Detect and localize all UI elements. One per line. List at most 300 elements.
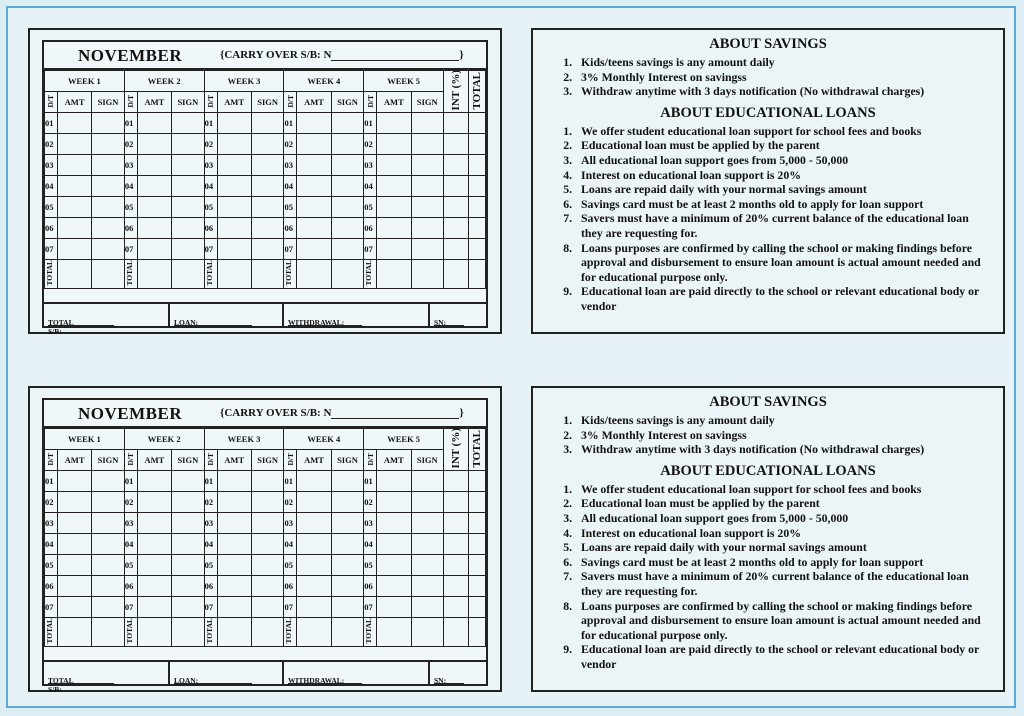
- amount-cell[interactable]: [377, 534, 411, 555]
- sign-cell[interactable]: [331, 555, 364, 576]
- week-total-label-cell: [124, 618, 137, 647]
- sign-cell[interactable]: [411, 239, 444, 260]
- sign-cell[interactable]: [331, 113, 364, 134]
- sign-cell[interactable]: [251, 197, 284, 218]
- sign-cell[interactable]: [331, 471, 364, 492]
- amount-cell[interactable]: [377, 576, 411, 597]
- amount-cell[interactable]: [217, 155, 251, 176]
- amount-cell[interactable]: [217, 513, 251, 534]
- day-number: 01: [284, 113, 297, 134]
- sign-cell[interactable]: [92, 155, 125, 176]
- day-number: 07: [204, 239, 217, 260]
- total-cell[interactable]: [469, 176, 486, 197]
- amount-cell[interactable]: [377, 597, 411, 618]
- day-number: 05: [124, 555, 137, 576]
- savings-item: 3. Withdraw anytime with 3 days notification (No withdrawal charges): [575, 84, 993, 99]
- int-total[interactable]: [444, 260, 469, 289]
- loan-item: 7. Savers must have a minimum of 20% current balance of the educational loan they are requesting for.: [575, 211, 993, 240]
- card-title-row: [44, 42, 486, 70]
- week-total-amount[interactable]: [137, 260, 171, 289]
- int-cell[interactable]: [444, 239, 469, 260]
- amount-cell[interactable]: [217, 197, 251, 218]
- sign-cell[interactable]: [331, 197, 364, 218]
- sign-cell[interactable]: [411, 218, 444, 239]
- total-cell[interactable]: [469, 555, 486, 576]
- day-number: 01: [204, 471, 217, 492]
- sign-cell[interactable]: [251, 239, 284, 260]
- amount-cell[interactable]: [217, 239, 251, 260]
- sign-cell[interactable]: [92, 176, 125, 197]
- week-total-amount[interactable]: [137, 618, 171, 647]
- day-row: [45, 113, 486, 134]
- int-label: INT (%): [450, 70, 463, 111]
- day-row: [45, 155, 486, 176]
- loan-item: 4. Interest on educational loan support is 20%: [575, 526, 993, 541]
- dt-header: [284, 92, 297, 113]
- amt-header: AMT: [137, 450, 171, 471]
- week-total-amount[interactable]: [57, 618, 91, 647]
- sign-cell[interactable]: [92, 597, 125, 618]
- sign-cell[interactable]: [411, 513, 444, 534]
- sign-cell[interactable]: [172, 239, 205, 260]
- sign-cell[interactable]: [411, 176, 444, 197]
- carry-over-label: {CARRY OVER S/B: N }: [220, 49, 464, 61]
- total-cell[interactable]: [469, 534, 486, 555]
- savings-heading: ABOUT SAVINGS: [709, 36, 827, 52]
- sign-cell[interactable]: [251, 513, 284, 534]
- amount-cell[interactable]: [57, 155, 91, 176]
- day-number: 06: [124, 218, 137, 239]
- week-total-sign[interactable]: [92, 260, 125, 289]
- dt-header: [45, 450, 58, 471]
- sign-cell[interactable]: [411, 113, 444, 134]
- week-header: WEEK 4: [284, 429, 364, 450]
- amt-header: AMT: [297, 92, 331, 113]
- sign-cell[interactable]: [411, 134, 444, 155]
- loan-item: 6. Savings card must be at least 2 months old to apply for loan support: [575, 555, 993, 570]
- total-cell[interactable]: [469, 113, 486, 134]
- grand-total[interactable]: [469, 260, 486, 289]
- int-cell[interactable]: [444, 176, 469, 197]
- week-total-amount[interactable]: [57, 260, 91, 289]
- total-cell[interactable]: [469, 492, 486, 513]
- total-cell[interactable]: [469, 155, 486, 176]
- week-total-sign[interactable]: [251, 618, 284, 647]
- day-number: 06: [45, 576, 58, 597]
- amount-cell[interactable]: [137, 197, 171, 218]
- loan-item: 8. Loans purposes are confirmed by calling the school or making findings before approval and disbursement to ensure loan amount is actual amount needed and for educational purpose only.: [575, 599, 993, 643]
- amount-cell[interactable]: [377, 155, 411, 176]
- sign-cell[interactable]: [92, 513, 125, 534]
- sign-cell[interactable]: [331, 155, 364, 176]
- amount-cell[interactable]: [57, 597, 91, 618]
- amount-cell[interactable]: [57, 492, 91, 513]
- sign-cell[interactable]: [331, 576, 364, 597]
- amount-cell[interactable]: [57, 555, 91, 576]
- week-total-amount[interactable]: [377, 618, 411, 647]
- day-row: [45, 597, 486, 618]
- loan-item: 5. Loans are repaid daily with your normal savings amount: [575, 540, 993, 555]
- int-cell[interactable]: [444, 555, 469, 576]
- day-number: 01: [204, 113, 217, 134]
- total-cell[interactable]: [469, 513, 486, 534]
- sign-cell[interactable]: [92, 555, 125, 576]
- sign-cell[interactable]: [172, 513, 205, 534]
- amount-cell[interactable]: [217, 534, 251, 555]
- amount-cell[interactable]: [377, 176, 411, 197]
- amount-cell[interactable]: [217, 597, 251, 618]
- day-number: 04: [204, 534, 217, 555]
- amount-cell[interactable]: [377, 471, 411, 492]
- sign-cell[interactable]: [251, 176, 284, 197]
- amount-cell[interactable]: [217, 134, 251, 155]
- day-number: 05: [45, 555, 58, 576]
- amount-cell[interactable]: [137, 492, 171, 513]
- sign-cell[interactable]: [172, 113, 205, 134]
- int-cell[interactable]: [444, 471, 469, 492]
- amount-cell[interactable]: [57, 176, 91, 197]
- week-header: WEEK 4: [284, 71, 364, 92]
- day-number: 02: [204, 492, 217, 513]
- amount-cell[interactable]: [297, 534, 331, 555]
- amount-cell[interactable]: [137, 471, 171, 492]
- day-row: [45, 513, 486, 534]
- total-cell[interactable]: [469, 576, 486, 597]
- amount-cell[interactable]: [297, 492, 331, 513]
- sign-cell[interactable]: [251, 471, 284, 492]
- day-number: 06: [124, 576, 137, 597]
- sign-cell[interactable]: [92, 197, 125, 218]
- week-header: WEEK 1: [45, 429, 125, 450]
- loans-heading: ABOUT EDUCATIONAL LOANS: [660, 104, 876, 121]
- savings-table: [44, 70, 486, 289]
- sign-cell[interactable]: [331, 513, 364, 534]
- amount-cell[interactable]: [377, 513, 411, 534]
- int-cell[interactable]: [444, 134, 469, 155]
- total-cell[interactable]: [469, 134, 486, 155]
- int-cell[interactable]: [444, 155, 469, 176]
- total-row: [45, 260, 486, 289]
- sign-cell[interactable]: [251, 134, 284, 155]
- sign-header: SIGN: [251, 92, 284, 113]
- amount-cell[interactable]: [57, 218, 91, 239]
- day-number: 01: [284, 471, 297, 492]
- week-total-label: TOTAL: [364, 618, 374, 644]
- amount-cell[interactable]: [137, 597, 171, 618]
- amount-cell[interactable]: [137, 555, 171, 576]
- sign-cell[interactable]: [251, 113, 284, 134]
- week-total-label-cell: [364, 260, 377, 289]
- week-header: WEEK 3: [204, 429, 284, 450]
- day-number: 01: [364, 471, 377, 492]
- int-header: [444, 429, 469, 471]
- sign-cell[interactable]: [331, 492, 364, 513]
- amt-header: AMT: [57, 92, 91, 113]
- total-cell[interactable]: [469, 597, 486, 618]
- loan-item: 2. Educational loan must be applied by the parent: [575, 496, 993, 511]
- week-total-label: TOTAL: [124, 260, 134, 286]
- week-total-sign[interactable]: [172, 260, 205, 289]
- total-cell[interactable]: [469, 239, 486, 260]
- day-number: 03: [364, 155, 377, 176]
- sign-cell[interactable]: [411, 155, 444, 176]
- total-cell[interactable]: [469, 218, 486, 239]
- week-header: WEEK 1: [45, 71, 125, 92]
- sign-cell[interactable]: [251, 555, 284, 576]
- week-header: WEEK 5: [364, 71, 444, 92]
- sign-cell[interactable]: [251, 576, 284, 597]
- amount-cell[interactable]: [57, 534, 91, 555]
- amount-cell[interactable]: [377, 113, 411, 134]
- loan-item: 9. Educational loan are paid directly to the school or relevant educational body or vendor: [575, 284, 993, 313]
- amount-cell[interactable]: [137, 176, 171, 197]
- sign-header: SIGN: [411, 92, 444, 113]
- total-header: [469, 429, 486, 471]
- amount-cell[interactable]: [57, 113, 91, 134]
- amount-cell[interactable]: [297, 576, 331, 597]
- sign-cell[interactable]: [411, 597, 444, 618]
- week-total-amount[interactable]: [217, 260, 251, 289]
- sign-header: SIGN: [411, 450, 444, 471]
- sign-cell[interactable]: [172, 471, 205, 492]
- sign-cell[interactable]: [331, 176, 364, 197]
- day-number: 03: [364, 513, 377, 534]
- sign-header: SIGN: [331, 92, 364, 113]
- dt-header: [284, 450, 297, 471]
- sign-cell[interactable]: [251, 534, 284, 555]
- int-cell[interactable]: [444, 218, 469, 239]
- week-total-label: TOTAL: [284, 260, 294, 286]
- week-total-label-cell: [204, 618, 217, 647]
- sign-cell[interactable]: [172, 155, 205, 176]
- amount-cell[interactable]: [217, 492, 251, 513]
- week-total-sign[interactable]: [251, 260, 284, 289]
- amount-cell[interactable]: [57, 471, 91, 492]
- week-total-label-cell: [284, 618, 297, 647]
- sign-cell[interactable]: [92, 239, 125, 260]
- sign-cell[interactable]: [331, 239, 364, 260]
- week-header: WEEK 2: [124, 71, 204, 92]
- loan-item: 5. Loans are repaid daily with your normal savings amount: [575, 182, 993, 197]
- int-cell[interactable]: [444, 597, 469, 618]
- amount-cell[interactable]: [297, 555, 331, 576]
- amount-cell[interactable]: [217, 176, 251, 197]
- day-number: 03: [45, 155, 58, 176]
- day-number: 06: [204, 576, 217, 597]
- amount-cell[interactable]: [377, 239, 411, 260]
- amount-cell[interactable]: [297, 597, 331, 618]
- int-label: INT (%): [450, 428, 463, 469]
- dt-header: [364, 450, 377, 471]
- amount-cell[interactable]: [137, 155, 171, 176]
- amount-cell[interactable]: [137, 576, 171, 597]
- amount-cell[interactable]: [137, 218, 171, 239]
- loan-item: 8. Loans purposes are confirmed by calling the school or making findings before approval and disbursement to ensure loan amount is actual amount needed and for educational purpose only.: [575, 241, 993, 285]
- savings-list: [543, 55, 993, 99]
- week-total-amount[interactable]: [297, 618, 331, 647]
- grand-total[interactable]: [469, 618, 486, 647]
- loan-item: 4. Interest on educational loan support is 20%: [575, 168, 993, 183]
- amount-cell[interactable]: [297, 155, 331, 176]
- amount-cell[interactable]: [297, 197, 331, 218]
- week-total-sign[interactable]: [411, 260, 444, 289]
- amount-cell[interactable]: [297, 176, 331, 197]
- total-header: [469, 71, 486, 113]
- amount-cell[interactable]: [137, 534, 171, 555]
- week-total-sign[interactable]: [331, 618, 364, 647]
- amount-cell[interactable]: [297, 239, 331, 260]
- sign-cell[interactable]: [92, 492, 125, 513]
- amount-cell[interactable]: [57, 576, 91, 597]
- day-number: 04: [124, 534, 137, 555]
- week-total-sign[interactable]: [331, 260, 364, 289]
- sign-cell[interactable]: [172, 134, 205, 155]
- sign-cell[interactable]: [92, 471, 125, 492]
- amt-header: AMT: [57, 450, 91, 471]
- week-total-label: TOTAL: [45, 618, 54, 644]
- day-row: [45, 197, 486, 218]
- sign-cell[interactable]: [172, 218, 205, 239]
- int-cell[interactable]: [444, 197, 469, 218]
- sign-cell[interactable]: [92, 534, 125, 555]
- amount-cell[interactable]: [217, 113, 251, 134]
- amount-cell[interactable]: [137, 134, 171, 155]
- sign-cell[interactable]: [92, 134, 125, 155]
- savings-item: 2. 3% Monthly Interest on savingss: [575, 70, 993, 85]
- sign-cell[interactable]: [331, 134, 364, 155]
- loan-item: 7. Savers must have a minimum of 20% current balance of the educational loan they are requesting for.: [575, 569, 993, 598]
- sign-cell[interactable]: [251, 218, 284, 239]
- int-total[interactable]: [444, 618, 469, 647]
- week-header: WEEK 2: [124, 429, 204, 450]
- day-number: 05: [284, 197, 297, 218]
- day-number: 03: [45, 513, 58, 534]
- amount-cell[interactable]: [57, 197, 91, 218]
- day-number: 04: [204, 176, 217, 197]
- sign-cell[interactable]: [172, 534, 205, 555]
- amount-cell[interactable]: [297, 218, 331, 239]
- amount-cell[interactable]: [57, 239, 91, 260]
- amount-cell[interactable]: [137, 113, 171, 134]
- sign-cell[interactable]: [172, 492, 205, 513]
- day-number: 03: [124, 155, 137, 176]
- sign-cell[interactable]: [331, 218, 364, 239]
- week-total-sign[interactable]: [92, 618, 125, 647]
- day-number: 06: [284, 576, 297, 597]
- sign-cell[interactable]: [251, 492, 284, 513]
- day-number: 04: [364, 176, 377, 197]
- sign-cell[interactable]: [411, 197, 444, 218]
- week-total-amount[interactable]: [377, 260, 411, 289]
- sign-cell[interactable]: [331, 534, 364, 555]
- amount-cell[interactable]: [297, 134, 331, 155]
- sign-cell[interactable]: [92, 576, 125, 597]
- carry-over-label: {CARRY OVER S/B: N }: [220, 407, 464, 419]
- dt-label: D/T: [46, 94, 56, 108]
- amount-cell[interactable]: [377, 492, 411, 513]
- day-number: 04: [124, 176, 137, 197]
- day-number: 02: [45, 492, 58, 513]
- week-total-amount[interactable]: [217, 618, 251, 647]
- savings-item: 3. Withdraw anytime with 3 days notification (No withdrawal charges): [575, 442, 993, 457]
- total-cell[interactable]: [469, 471, 486, 492]
- week-total-label-cell: [124, 260, 137, 289]
- day-number: 05: [284, 555, 297, 576]
- amount-cell[interactable]: [217, 576, 251, 597]
- dt-label: D/T: [206, 94, 216, 108]
- week-total-sign[interactable]: [411, 618, 444, 647]
- sign-cell[interactable]: [172, 176, 205, 197]
- sign-cell[interactable]: [251, 597, 284, 618]
- loan-item: 3. All educational loan support goes from 5,000 - 50,000: [575, 511, 993, 526]
- sign-cell[interactable]: [172, 555, 205, 576]
- sign-cell[interactable]: [92, 113, 125, 134]
- amount-cell[interactable]: [377, 197, 411, 218]
- sign-cell[interactable]: [411, 471, 444, 492]
- int-cell[interactable]: [444, 576, 469, 597]
- amount-cell[interactable]: [297, 513, 331, 534]
- dt-header: [124, 92, 137, 113]
- amount-cell[interactable]: [377, 555, 411, 576]
- int-cell[interactable]: [444, 534, 469, 555]
- day-number: 02: [124, 492, 137, 513]
- sign-cell[interactable]: [411, 576, 444, 597]
- sign-cell[interactable]: [172, 197, 205, 218]
- day-number: 01: [45, 471, 58, 492]
- sign-cell[interactable]: [331, 597, 364, 618]
- amount-cell[interactable]: [57, 513, 91, 534]
- dt-label: D/T: [285, 94, 295, 108]
- day-row: [45, 555, 486, 576]
- sign-cell[interactable]: [172, 597, 205, 618]
- day-number: 05: [124, 197, 137, 218]
- int-cell[interactable]: [444, 492, 469, 513]
- sign-cell[interactable]: [172, 576, 205, 597]
- amount-cell[interactable]: [217, 471, 251, 492]
- column-header-row: [45, 450, 486, 471]
- amount-cell[interactable]: [377, 218, 411, 239]
- int-cell[interactable]: [444, 513, 469, 534]
- week-total-sign[interactable]: [172, 618, 205, 647]
- sign-cell[interactable]: [411, 534, 444, 555]
- amount-cell[interactable]: [297, 471, 331, 492]
- int-cell[interactable]: [444, 113, 469, 134]
- amount-cell[interactable]: [377, 134, 411, 155]
- day-number: 05: [364, 197, 377, 218]
- amount-cell[interactable]: [57, 134, 91, 155]
- sign-cell[interactable]: [411, 555, 444, 576]
- sign-cell[interactable]: [411, 492, 444, 513]
- amount-cell[interactable]: [217, 555, 251, 576]
- day-number: 02: [204, 134, 217, 155]
- sign-header: SIGN: [92, 92, 125, 113]
- amount-cell[interactable]: [137, 239, 171, 260]
- amount-cell[interactable]: [297, 113, 331, 134]
- sign-cell[interactable]: [92, 218, 125, 239]
- savings-item: 2. 3% Monthly Interest on savingss: [575, 428, 993, 443]
- week-total-label-cell: [45, 260, 58, 289]
- total-row: [45, 618, 486, 647]
- card-footer: TOTAL S/B: LOAN: WITHDRAWAL: SN:: [44, 660, 486, 684]
- loan-item: 1. We offer student educational loan support for school fees and books: [575, 124, 993, 139]
- amount-cell[interactable]: [217, 218, 251, 239]
- week-total-amount[interactable]: [297, 260, 331, 289]
- sign-cell[interactable]: [251, 155, 284, 176]
- total-cell[interactable]: [469, 197, 486, 218]
- amount-cell[interactable]: [137, 513, 171, 534]
- day-number: 06: [45, 218, 58, 239]
- day-number: 01: [124, 113, 137, 134]
